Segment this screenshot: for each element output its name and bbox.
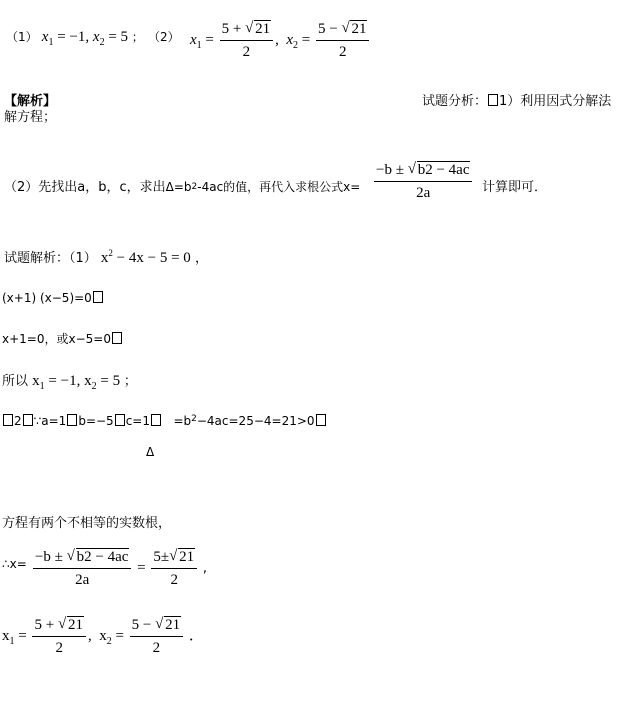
step2-text: （2）先找出a，b，c，求出Δ=b2-4ac的值，再代入求根公式x= [4, 180, 361, 195]
step2-post: 计算即可． [482, 180, 548, 195]
analysis-line2: 解方程； [4, 110, 57, 125]
answer-part1: $x_1 = -1$, $x_2 = 5$ [41, 29, 129, 48]
part2-line: 2 ∵a=1 b=−5 c=1 $=b^2-4ac=25-4=21>0$ [2, 414, 327, 428]
cases-line: x+1=0，或x−5=0 [2, 330, 123, 347]
delta-symbol: Δ [165, 180, 174, 194]
final-roots: $x_1$ = 5 + √ 21 2 , $x_2$ = 5 − √ 21 2 ． [2, 616, 204, 656]
solution-intro: 试题解析：（1） $x^2 - 4x - 5 = 0$ ， [4, 248, 208, 266]
root2-fraction: 5 − √ 21 2 [316, 20, 369, 61]
part2-label: （2） [147, 30, 180, 44]
roots-text: 方程有两个不相等的实数根， [2, 516, 172, 531]
root1-fraction: 5 + √ 21 2 [220, 20, 273, 61]
answer-part2: $x_1$ = 5 + √ 21 2 , $x_2$ = 5 − √ 21 2 [190, 20, 371, 61]
analysis-right: 试题分析： 1）利用因式分解法 [422, 94, 612, 109]
so-line: 所以 $x_1 = -1$, $x_2 = 5$ ； [2, 373, 137, 392]
analysis-tag: 【解析】 [4, 94, 57, 109]
delta-symbol-below: Δ [146, 445, 155, 459]
quadratic-equation: $x^2 - 4x - 5 = 0$ [100, 248, 191, 266]
root-formula: −b ± √ b2 − 4ac 2a [372, 161, 474, 202]
part1-label: （1） [6, 30, 38, 44]
factor-line: (x+1) (x−5)=0 [2, 291, 104, 305]
missing-glyph-box [488, 94, 498, 106]
therefore-line: ∴x= −b ± √ b2 − 4ac 2a = 5± √ 21 2 , [2, 548, 208, 588]
answer-line [6, 28, 180, 46]
separator: ； [131, 30, 144, 44]
